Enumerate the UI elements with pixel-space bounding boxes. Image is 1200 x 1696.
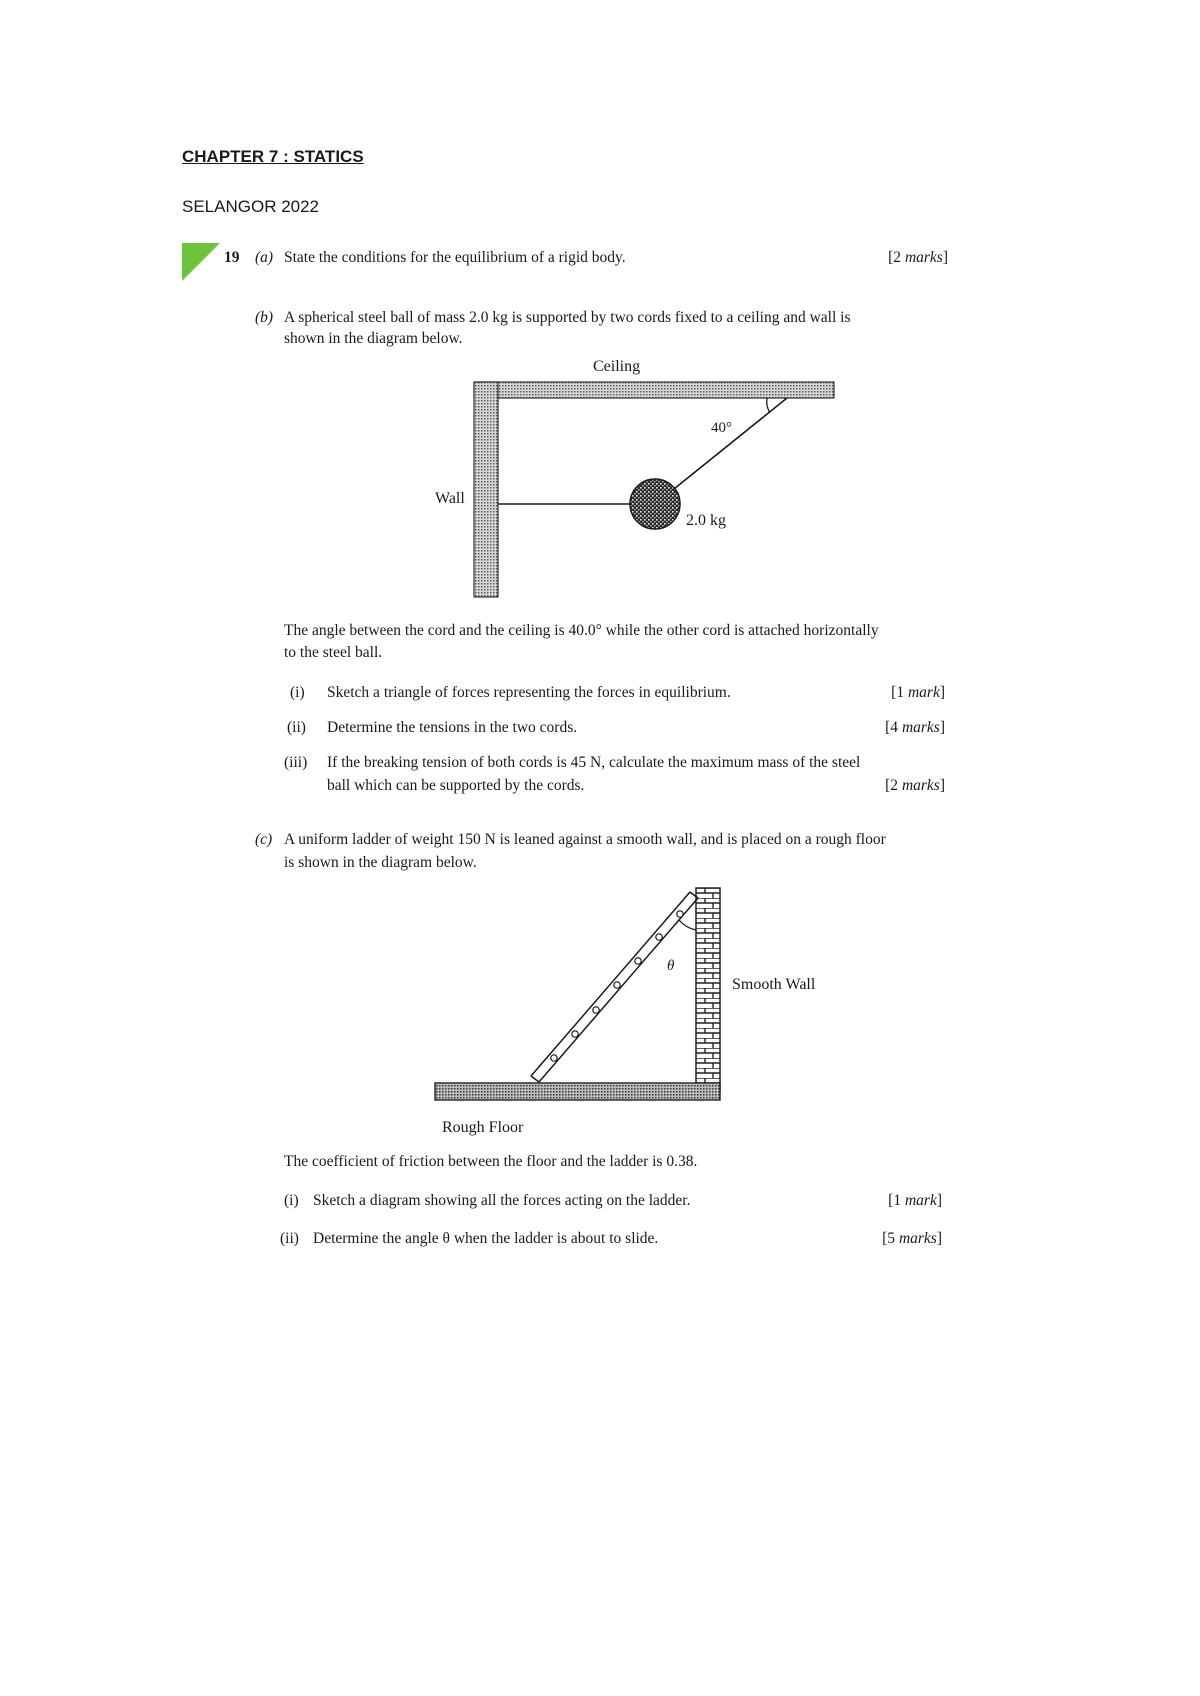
corner-marker-icon <box>182 243 222 283</box>
ball-cords-diagram <box>400 355 860 600</box>
part-c-label: (c) <box>255 831 273 848</box>
smooth-wall <box>696 888 720 1091</box>
steel-ball <box>630 479 680 529</box>
inclined-cord <box>664 398 787 497</box>
part-b-item-number: (i) <box>290 684 305 701</box>
part-b-after1: The angle between the cord and the ceiling is 40.0° while the other cord is attached horizontally <box>284 622 879 639</box>
ceiling-label: Ceiling <box>593 358 641 375</box>
part-b-item-text: Determine the tensions in the two cords. <box>327 719 578 736</box>
part-c-after: The coefficient of friction between the floor and the ladder is 0.38. <box>284 1153 698 1170</box>
theta-label: θ <box>667 958 675 974</box>
part-b-item-marks: [4 marks] <box>885 719 945 736</box>
part-a-text: State the conditions for the equilibrium of a rigid body. <box>284 249 626 266</box>
part-a-marks: [2 marks] <box>888 249 948 266</box>
part-b-item-number: (iii) <box>284 754 308 771</box>
part-b-item-number: (ii) <box>287 719 306 736</box>
wall-label: Wall <box>435 490 465 507</box>
angle-arc <box>767 398 770 413</box>
part-b-item-text: If the breaking tension of both cords is 45 N, calculate the maximum mass of the steel <box>327 754 861 771</box>
ladder-diagram <box>430 878 850 1138</box>
rough-floor-label: Rough Floor <box>442 1119 524 1136</box>
part-c-item-number: (i) <box>284 1192 299 1209</box>
wall <box>474 382 498 597</box>
ladder <box>531 892 698 1082</box>
part-b-line2: shown in the diagram below. <box>284 330 463 347</box>
smooth-wall-label: Smooth Wall <box>732 976 816 993</box>
chapter-title: CHAPTER 7 : STATICS <box>182 147 364 166</box>
part-c-line2: is shown in the diagram below. <box>284 854 477 871</box>
part-c-item-number: (ii) <box>280 1230 299 1247</box>
question-number: 19 <box>224 249 240 266</box>
part-c-line1: A uniform ladder of weight 150 N is leaned against a smooth wall, and is placed on a rough floor <box>284 831 886 848</box>
part-b-item-marks: [2 marks] <box>885 777 945 794</box>
mass-label: 2.0 kg <box>686 512 726 529</box>
theta-arc <box>679 920 696 930</box>
part-a-label: (a) <box>255 249 274 266</box>
part-b-label: (b) <box>255 309 274 326</box>
part-b-item-marks: [1 mark] <box>891 684 945 701</box>
part-b-item-text: Sketch a triangle of forces representing the forces in equilibrium. <box>327 684 731 701</box>
part-c-item-marks: [5 marks] <box>882 1230 942 1247</box>
part-c-item-marks: [1 mark] <box>888 1192 942 1209</box>
exam-source: SELANGOR 2022 <box>182 197 320 216</box>
part-c-item-text: Determine the angle θ when the ladder is about to slide. <box>313 1230 659 1247</box>
part-b-line1: A spherical steel ball of mass 2.0 kg is supported by two cords fixed to a ceiling and wall is <box>284 309 851 326</box>
ceiling <box>474 382 834 398</box>
angle-label: 40° <box>711 420 732 436</box>
part-b-after2: to the steel ball. <box>284 644 383 661</box>
part-c-item-text: Sketch a diagram showing all the forces acting on the ladder. <box>313 1192 691 1209</box>
part-b-item-text-cont: ball which can be supported by the cords. <box>327 777 585 794</box>
rough-floor <box>435 1083 720 1100</box>
